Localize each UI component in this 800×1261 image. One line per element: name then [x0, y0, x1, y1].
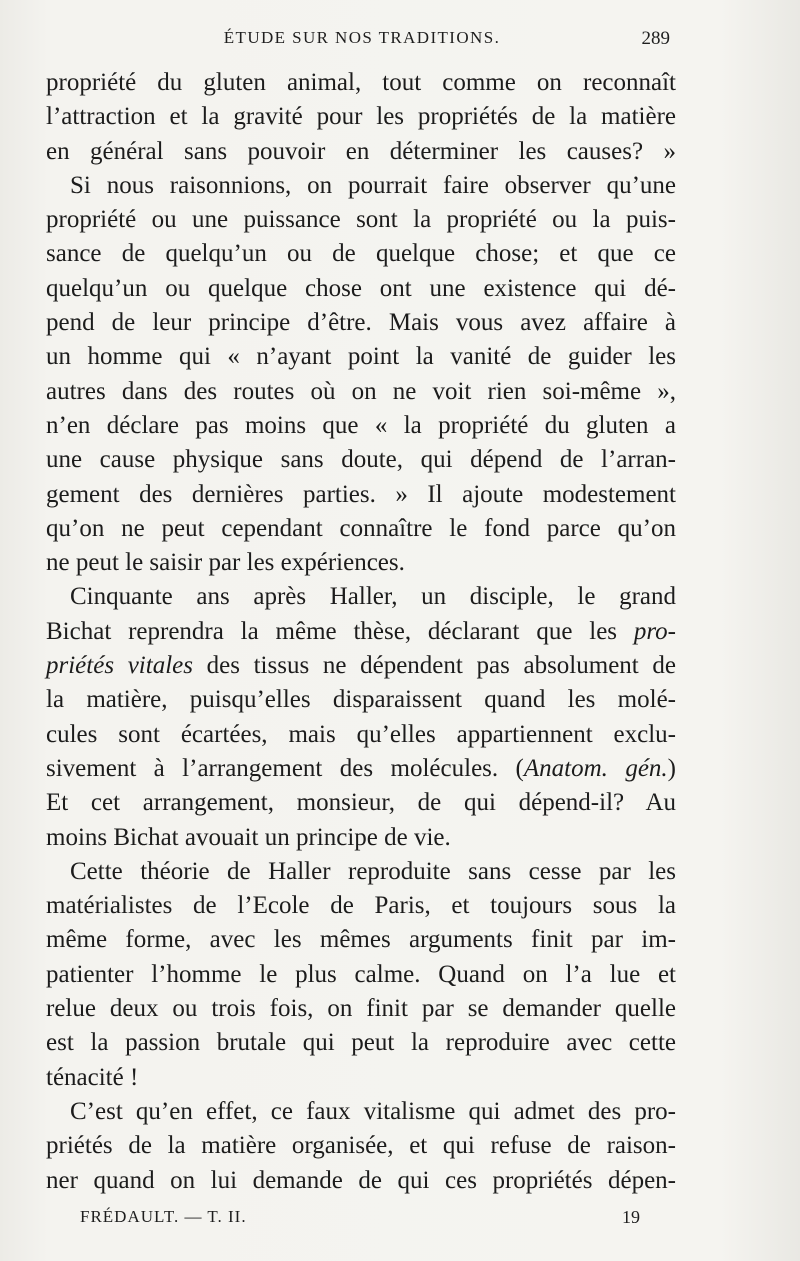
text-line: l’attraction et la gravité pour les propriétés de la matière	[46, 103, 676, 131]
text-line: cules sont écartées, mais qu’elles appartiennent exclu-	[46, 720, 676, 748]
text-line: patienter l’homme le plus calme. Quand on l’a lue et	[46, 960, 676, 988]
text-line: autres dans des routes où on ne voit rien soi-même »,	[46, 377, 676, 405]
text-line: quelqu’un ou quelque chose ont une existence qui dé-	[46, 274, 676, 302]
text-line: une cause physique sans doute, qui dépend de l’arran-	[46, 446, 676, 474]
body-text	[46, 66, 676, 1198]
text-line: en général sans pouvoir en déterminer les causes? »	[46, 137, 676, 165]
text-line	[46, 580, 676, 614]
text-line: priétés de la matière organisée, et qui refuse de raison-	[46, 1132, 676, 1160]
text-line	[46, 615, 676, 649]
text-line: même forme, avec les mêmes arguments finit par im-	[46, 926, 676, 954]
italic-citation: Anatom. gén.	[523, 754, 668, 782]
text-line: propriété du gluten animal, tout comme on reconnaît	[46, 69, 676, 96]
text-run: Bichat reprendra la même thèse, déclarant que les	[46, 617, 634, 645]
text-line: matérialistes de l’Ecole de Paris, et toujours sous la	[46, 892, 676, 920]
sheet-number: 19	[622, 1207, 640, 1227]
text-line: Si nous raisonnions, on pourrait faire observer qu’une	[70, 171, 676, 199]
text-line: ne peut le saisir par les expériences.	[46, 549, 405, 577]
text-line: Et cet arrangement, monsieur, de qui dépend-il? Au	[46, 789, 676, 817]
text-line: relue deux ou trois fois, on finit par se demander quelle	[46, 995, 676, 1023]
page-header	[46, 28, 678, 56]
text-line	[46, 752, 676, 786]
text-line: C’est qu’en effet, ce faux vitalisme qui admet des pro-	[70, 1097, 676, 1125]
text-line: ner quand on lui demande de qui ces propriétés dépen-	[46, 1166, 676, 1194]
text-line: un homme qui « n’ayant point la vanité de guider les	[46, 343, 676, 371]
italic-term: pro-	[633, 617, 676, 645]
text-line: n’en déclare pas moins que « la propriété du gluten a	[46, 411, 676, 439]
text-run: Cinquante ans après Haller, un disciple, le grand	[70, 583, 676, 611]
text-line: est la passion brutale qui peut la reproduire avec cette	[46, 1029, 676, 1057]
text-line: Cette théorie de Haller reproduite sans cesse par les	[70, 857, 676, 885]
italic-term: priétés vitales	[46, 652, 193, 680]
text-line: gement des dernières parties. » Il ajoute modestement	[46, 480, 676, 508]
text-line: sance de quelqu’un ou de quelque chose; et que ce	[46, 240, 676, 268]
text-run: sivement à l’arrangement des molécules. (	[46, 754, 524, 782]
text-line: propriété ou une puissance sont la propriété ou la puis-	[46, 206, 676, 234]
text-line: moins Bichat avouait un principe de vie.	[46, 823, 451, 851]
text-line: ténacité !	[46, 1063, 139, 1091]
page-number: 289	[641, 28, 670, 49]
text-run: )	[667, 754, 676, 782]
text-line: qu’on ne peut cependant connaître le fond parce qu’on	[46, 514, 676, 542]
page-footer	[80, 1207, 640, 1233]
running-title: ÉTUDE SUR NOS TRADITIONS.	[223, 28, 501, 47]
text-run: des tissus ne dépendent pas absolument de	[192, 652, 676, 680]
text-line	[46, 649, 676, 683]
printer-signature: FRÉDAULT. — T. II.	[80, 1207, 247, 1226]
text-line: la matière, puisqu’elles disparaissent quand les molé-	[46, 686, 676, 714]
text-line: pend de leur principe d’être. Mais vous avez affaire à	[46, 309, 676, 337]
